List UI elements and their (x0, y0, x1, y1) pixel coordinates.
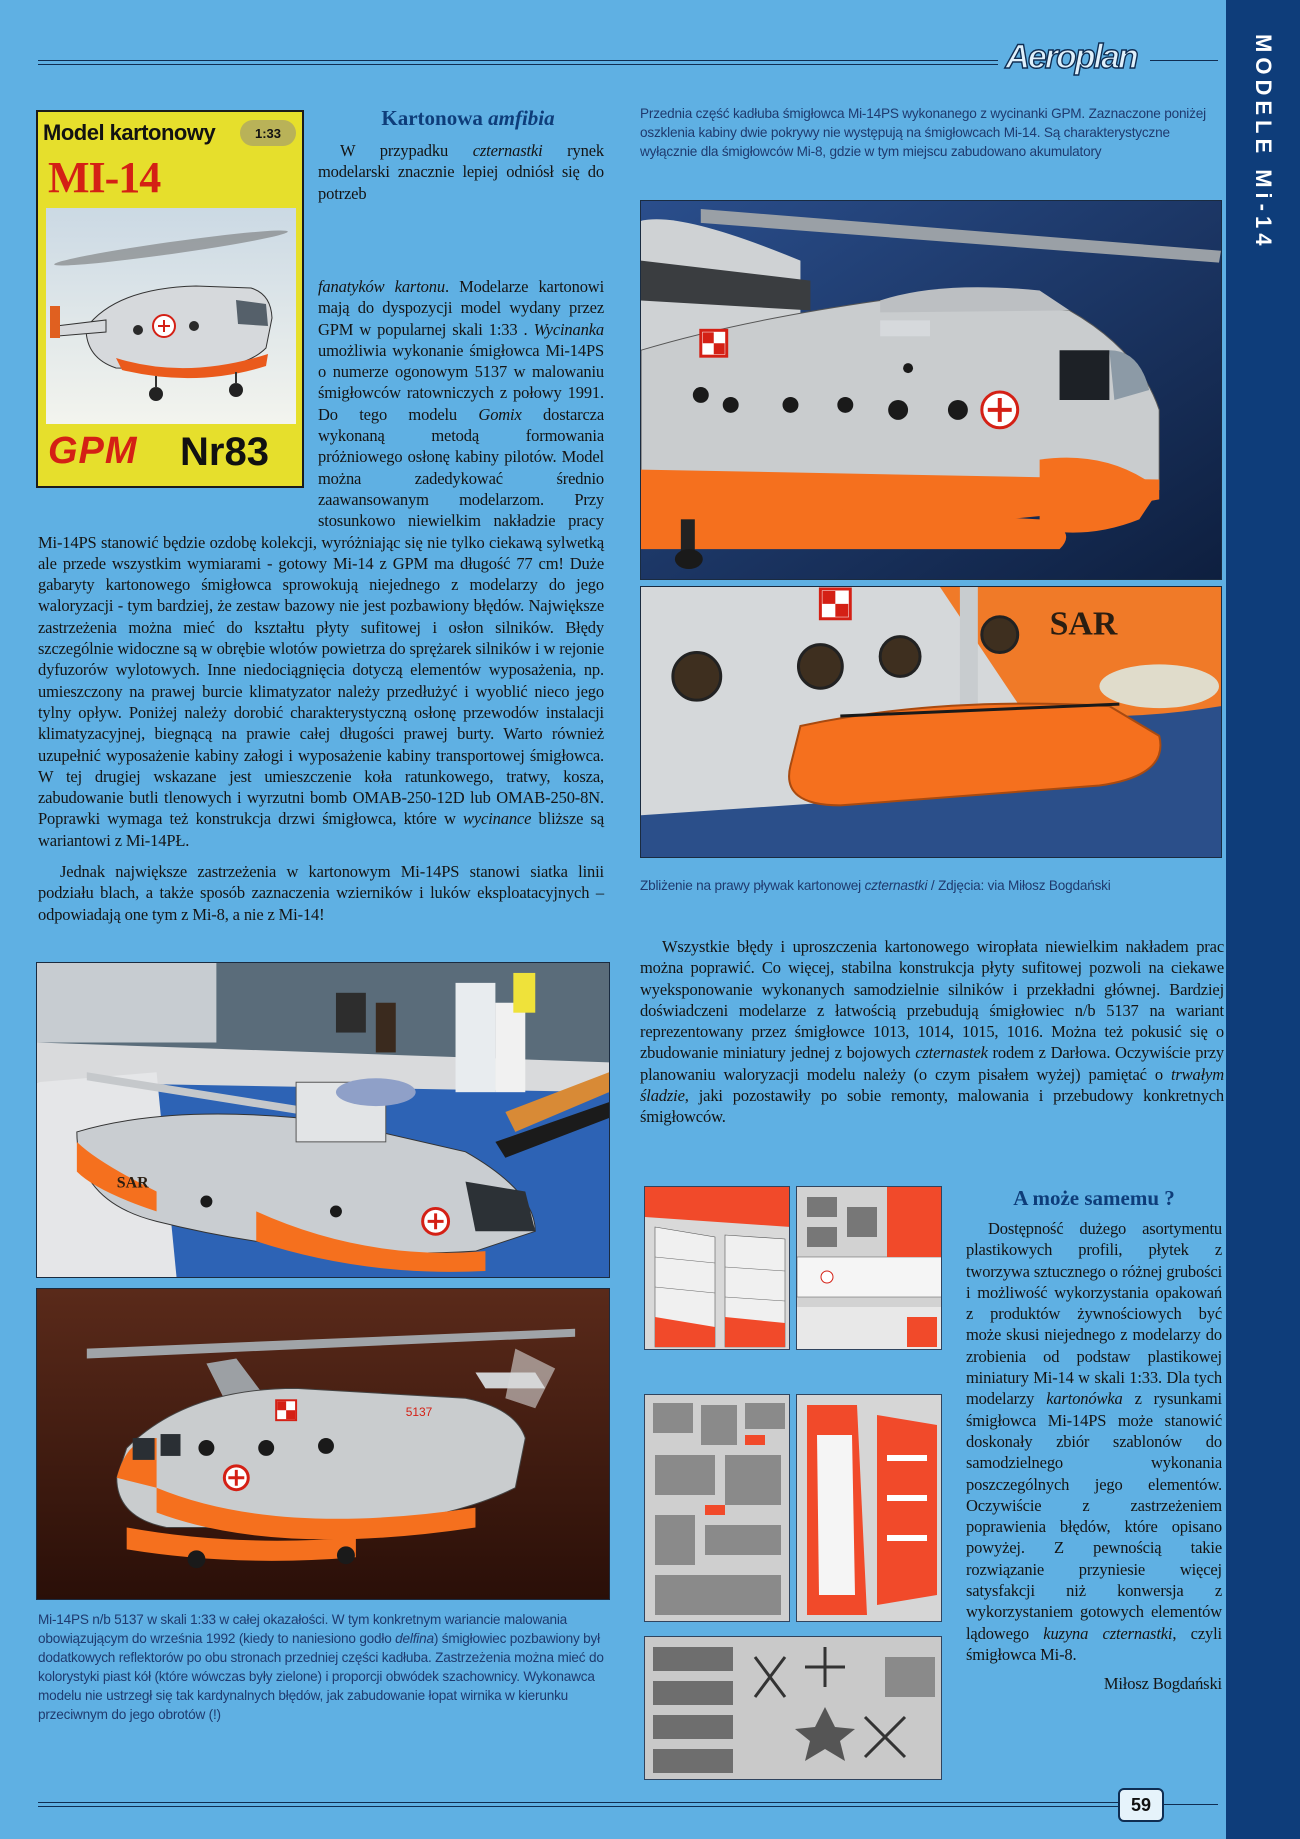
text-run-italic: czternastki (864, 878, 928, 893)
section-band (1226, 0, 1300, 1839)
kit-cover-title: MI-14 (48, 153, 161, 202)
photo-model-tail-number: 5137 (405, 1405, 433, 1420)
text-run-italic: kartonówka (1046, 1389, 1123, 1409)
text-run: Zbliżenie na prawy pływak kartonowej (640, 878, 865, 893)
text-run-italic: fanatyków kartonu (318, 277, 445, 296)
text-run: Dostępność dużego asortymentu plastikowych profili, płytek z tworzywa sztucznego o różnej grubości i możliwość wykorzystania opakowań z produktów żywnościowych być może skusi niejednego z modelarzy do zrobienia od podstaw plastikowej miniatury Mi-14 w skali 1:33. Dla tych modelarzy (966, 1219, 1222, 1409)
text-run: rodem z Darłowa. Oczywiście przy planowaniu waloryzacji modelu należy (o czym pisałem wyżej) pamiętać o (640, 1043, 1224, 1084)
photo-cabin-front (640, 200, 1222, 580)
article-heading-plain: Kartonowa (381, 106, 489, 130)
text-run-italic: Gomix (478, 404, 522, 424)
magazine-logo (995, 36, 1147, 78)
page-number: 59 (1118, 1788, 1164, 1822)
kit-sheet-1 (644, 1186, 790, 1350)
sidebar-paragraph (966, 1218, 1222, 1665)
article-body-wide (38, 140, 604, 940)
text-run: . Modelarze kartonowi mają do dyspozycji model wydany przez GPM w popularnej skali 1:33 . (318, 277, 605, 339)
article-author: Miłosz Bogdański (1103, 1674, 1222, 1694)
photo-workbench (36, 962, 610, 1278)
text-run: Mi-14PS n/b 5137 w skali 1:33 w całej okazałości. W tym konkretnym wariancie malowania obowiązującym do września 1992 (kiedy to naniesiono godło (38, 1612, 568, 1646)
article-heading (318, 106, 618, 131)
photo-float-sar-label: SAR (1049, 605, 1118, 643)
caption-cabin-photo: Przednia część kadłuba śmigłowca Mi-14PS wykonanego z wycinanki GPM. Zaznaczone poniżej oszklenia kabiny dwie pokrywy nie występują na śmigłowcach Mi-14. Są charakterystyczne wyłącznie dla śmigłowców Mi-8, gdzie w tym miejscu zabudowano akumulatory (640, 106, 1206, 159)
header-rule-right (1150, 60, 1218, 61)
footer-rule-right (1164, 1804, 1218, 1805)
logo-text: Aeroplan (1005, 37, 1137, 76)
text-run: rynek modelarski znacznie lepiej odniósł się do potrzeb (318, 141, 605, 203)
text-run-italic: Wycinanka (533, 319, 604, 339)
kit-cover-label: Model kartonowy (43, 120, 216, 145)
kit-sheet-4 (796, 1394, 942, 1622)
article-heading-italic: amfibia (488, 106, 555, 130)
footer-rule-2 (38, 1806, 1118, 1807)
text-run-italic: kuzyna czternastki (1043, 1623, 1173, 1643)
header-rule-2 (38, 64, 998, 65)
text-run: umożliwia wykonanie śmigłowca Mi-14PS o numerze ogonowym 5137 w malowaniu śmigłowców ratowniczych z połowy 1991. Do tego modelu (318, 340, 604, 424)
kit-cover-issue-number: Nr83 (180, 430, 269, 474)
photo-workbench-sar-label: SAR (116, 1174, 149, 1192)
text-run-italic: czternastek (915, 1043, 988, 1063)
header-rule (38, 60, 998, 61)
sidebar-body (966, 1218, 1222, 1695)
sidebar-heading: A może samemu ? (1013, 1186, 1175, 1210)
text-run-italic: trwałym śladzie (640, 1064, 1224, 1106)
text-run: z rysunkami śmigłowca Mi-14PS może stanowić doskonały zbiór szablonów do samodzielnego wykonania poszczególnych jego elementów. Oczywiście z zastrzeżeniem poprawienia błędów, które opisano powyżej. Z pewnością takie rozwiązanie przyniesie więcej satysfakcji niż konwersja z wykorzystaniem gotowych elementów lądowego (966, 1389, 1222, 1643)
text-run-italic: wycinance (463, 809, 532, 829)
section-title: MODELE Mi-14 (1251, 34, 1276, 251)
text-run: bliższe są wariantowi z Mi-14PŁ. (38, 809, 604, 850)
footer-rule (38, 1802, 1118, 1803)
text-run: , jaki pozostawiły po sobie remonty, malowania i przebudowy konkretnych śmigłowców. (640, 1086, 1224, 1127)
text-run-italic: czternastki (472, 141, 543, 160)
photo-full-model (36, 1288, 610, 1600)
kit-sheet-2 (796, 1186, 942, 1350)
text-run: Wszystkie błędy i uproszczenia kartonowego wiropłata niewielkim nakładem prac można poprawić. Co więcej, stabilna konstrukcja płyty sufitowej pozwoli na ciekawe wyeksponowanie wykonanych samodzielnie silników i przekładni głównej. Bardziej doświadczeni modelarze z łatwością przebudują śmigłowiec n/b 5137 na wariant reprezentowany przez śmigłowce 1013, 1014, 1015, 1016. Można też pokusić się o zbudowanie miniatury jednej z bojowych (640, 937, 1224, 1063)
kit-cover-scale-badge: 1:33 (240, 120, 296, 146)
text-run: ) śmigłowiec pozbawiony był dodatkowych reflektorów po obu stronach przedniej części kadłuba. Zastrzeżenia można mieć do kolorystyki piast kół (które wówczas były zielone) i proporcji obwódek szachownicy. Wykonawca modelu nie ustrzegł się tak kardynalnych błędów, jak zabudowanie łopat wirnika w kierunku przeciwnym do jego obrotów (!) (38, 1631, 604, 1722)
text-run-italic: delfina (395, 1631, 434, 1646)
kit-sheet-3 (644, 1394, 790, 1622)
photo-float-closeup (640, 586, 1222, 858)
caption-full-model (38, 1610, 610, 1724)
cover-float-spacer (38, 140, 318, 530)
text-run: W przypadku (340, 141, 473, 160)
kit-cover-publisher: GPM (48, 430, 138, 472)
text-run: / Zdjęcia: via Miłosz Bogdański (927, 878, 1111, 893)
text-run: , czyli śmigłowca Mi-8. (966, 1623, 1222, 1664)
caption-float-photo (640, 876, 1224, 895)
article-body-right (640, 936, 1224, 1128)
kit-sheet-5 (644, 1636, 942, 1780)
article-paragraph-2: Jednak największe zastrzeżenia w kartonowym Mi-14PS stanowi siatka linii podziału blach, a także sposób zaznaczenia wzierników i luków eksploatacyjnych – odpowiadają one tym z Mi-8, a nie z Mi-14! (38, 862, 604, 924)
text-run: dostarcza wykonaną metodą formowania próżniowego osłonę kabiny pilotów. Model można zadedykować średnio zaawansowanym modelarzom. Przy stosunkowo niewielkim nakładzie pracy Mi-14PS stanowić będzie ozdobę kolekcji, wyróżniając się nie tylko ciekawą sylwetką ale przede wszystkim wymiarami - gotowy Mi-14 z GPM ma długość 77 cm! Duże gabaryty kartonowego śmigłowca sprowokują niejednego z modelarzy do jego waloryzacji - tym bardziej, że zestaw bazowy nie jest pozbawiony błędów. Największe zastrzeżenia można mieć do kształtu płyty sufitowej i osłon silników. Błędy szczególnie widoczne są w obrębie wlotów powietrza do sprężarek silników i w rejonie dyfuzorów wylotowych. Inne niedociągnięcia dotyczą elementów wyposażenia, np. umieszczony na prawej burcie klimatyzator należy przedłużyć i wyoblić nieco jego tylny opływ. Poniżej należy dorobić charakterystyczną osłonę przewodów instalacji klimatyzacyjnej, biegnącą na prawie całej długości prawej burty. Warto również uzupełnić wyposażenie kabiny załogi i wyposażenie kabiny transportowej śmigłowca. W tej drugiej wskazane jest umieszczenie koła ratunkowego, tratwy, kosza, zabudowanie butli tlenowych i wyrzutni bomb OMAB-250-12D lub OMAB-250-8N. Poprawki wymaga też konstrukcja drzwi śmigłowca, które w (38, 404, 604, 829)
article-paragraph-3 (640, 936, 1224, 1128)
